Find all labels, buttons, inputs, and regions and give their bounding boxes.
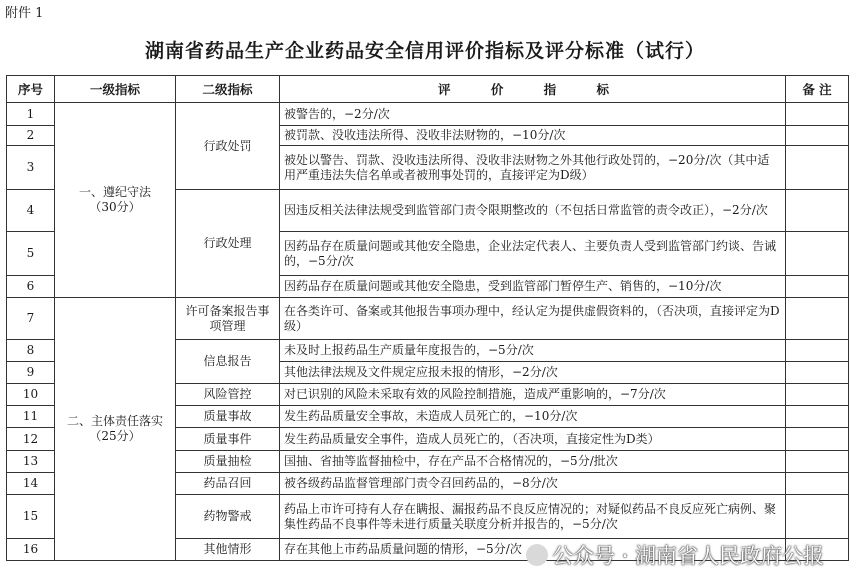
row-number: 12 (7, 428, 55, 451)
level2-cell: 风险管控 (176, 384, 280, 406)
criteria-text: 因药品存在质量问题或其他安全隐患，受到监管部门暂停生产、销售的，−10分/次 (280, 276, 786, 298)
remarks-cell (786, 126, 849, 146)
remarks-cell (786, 451, 849, 473)
criteria-text: 药品上市许可持有人存在瞒报、漏报药品不良反应情况的；对疑似药品不良反应死亡病例、聚集性药品不良事件等未进行质量关联度分析并报告的，−5分/次 (280, 495, 786, 539)
criteria-text: 存在其他上市药品质量问题的情形，−5分/次 (280, 539, 786, 561)
criteria-text: 被处以警告、罚款、没收违法所得、没收非法财物之外其他行政处罚的，−20分/次（其中适用严重违法失信名单或者被刑事处罚的，直接评定为D级） (280, 146, 786, 190)
level1-score: （25分） (89, 429, 141, 443)
criteria-text: 其他法律法规及文件规定应报未报的情形，−2分/次 (280, 362, 786, 384)
row-number: 5 (7, 232, 55, 276)
remarks-cell (786, 428, 849, 451)
column-header-level1: 一级指标 (55, 76, 176, 103)
criteria-text: 被罚款、没收违法所得、没收非法财物的，−10分/次 (280, 126, 786, 146)
criteria-text: 被警告的，−2分/次 (280, 103, 786, 126)
column-header-no: 序号 (7, 76, 55, 103)
remarks-cell (786, 340, 849, 362)
remarks-cell (786, 232, 849, 276)
row-number: 11 (7, 406, 55, 428)
remarks-cell (786, 103, 849, 126)
level2-cell: 药品召回 (176, 473, 280, 495)
table-row (7, 298, 849, 340)
criteria-text: 被各级药品监督管理部门责令召回药品的，−8分/次 (280, 473, 786, 495)
level2-cell: 行政处罚 (176, 103, 280, 190)
row-number: 1 (7, 103, 55, 126)
row-number: 10 (7, 384, 55, 406)
level1-cell (55, 298, 176, 561)
level1-name: 二、主体责任落实 (66, 414, 163, 428)
criteria-text: 发生药品质量安全事故，未造成人员死亡的，−10分/次 (280, 406, 786, 428)
row-number: 6 (7, 276, 55, 298)
row-number: 8 (7, 340, 55, 362)
document-title: 湖南省药品生产企业药品安全信用评价指标及评分标准（试行） (144, 40, 705, 62)
annex-label: 附件 1 (5, 6, 44, 21)
level2-cell: 许可备案报告事项管理 (176, 298, 280, 340)
row-number: 3 (7, 146, 55, 190)
level2-cell: 行政处理 (176, 190, 280, 298)
watermark-text: 公众号 · 湖南省人民政府公报 (551, 544, 824, 568)
row-number: 14 (7, 473, 55, 495)
level2-cell: 质量事件 (176, 428, 280, 451)
column-header-criteria: 评 价 指 标 (280, 76, 786, 103)
table-header-row (7, 76, 849, 103)
row-number: 15 (7, 495, 55, 539)
remarks-cell (786, 276, 849, 298)
level2-cell: 质量抽检 (176, 451, 280, 473)
level2-cell: 其他情形 (176, 539, 280, 561)
level1-name: 一、遵纪守法 (78, 185, 151, 199)
remarks-cell (786, 362, 849, 384)
criteria-text: 发生药品质量安全事件，造成人员死亡的，（否决项，直接定性为D类） (280, 428, 786, 451)
criteria-text: 国抽、省抽等监督抽检中，存在产品不合格情况的，−5分/批次 (280, 451, 786, 473)
criteria-text: 对已识别的风险未采取有效的风险控制措施，造成严重影响的，−7分/次 (280, 384, 786, 406)
remarks-cell (786, 495, 849, 539)
level1-cell (55, 103, 176, 298)
level2-cell: 质量事故 (176, 406, 280, 428)
column-header-remarks: 备 注 (786, 76, 849, 103)
remarks-cell (786, 384, 849, 406)
criteria-text: 因药品存在质量问题或其他安全隐患，企业法定代表人、主要负责人受到监管部门约谈、告诫的，−5分/次 (280, 232, 786, 276)
criteria-text: 在各类许可、备案或其他报告事项办理中，经认定为提供虚假资料的，（否决项，直接评定为D级） (280, 298, 786, 340)
remarks-cell (786, 473, 849, 495)
remarks-cell (786, 298, 849, 340)
level2-cell: 信息报告 (176, 340, 280, 384)
row-number: 4 (7, 190, 55, 232)
criteria-table (6, 75, 849, 561)
remarks-cell (786, 406, 849, 428)
row-number: 13 (7, 451, 55, 473)
level2-cell: 药物警戒 (176, 495, 280, 539)
wechat-icon (526, 544, 548, 566)
remarks-cell (786, 146, 849, 190)
remarks-cell (786, 190, 849, 232)
row-number: 16 (7, 539, 55, 561)
column-header-level2: 二级指标 (176, 76, 280, 103)
row-number: 9 (7, 362, 55, 384)
row-number: 7 (7, 298, 55, 340)
level1-score: （30分） (89, 200, 141, 214)
criteria-text: 因违反相关法律法规受到监管部门责令限期整改的（不包括日常监管的责令改正），−2分/次 (280, 190, 786, 232)
criteria-text: 未及时上报药品生产质量年度报告的，−5分/次 (280, 340, 786, 362)
table-row (7, 103, 849, 126)
wechat-watermark (526, 540, 824, 570)
row-number: 2 (7, 126, 55, 146)
